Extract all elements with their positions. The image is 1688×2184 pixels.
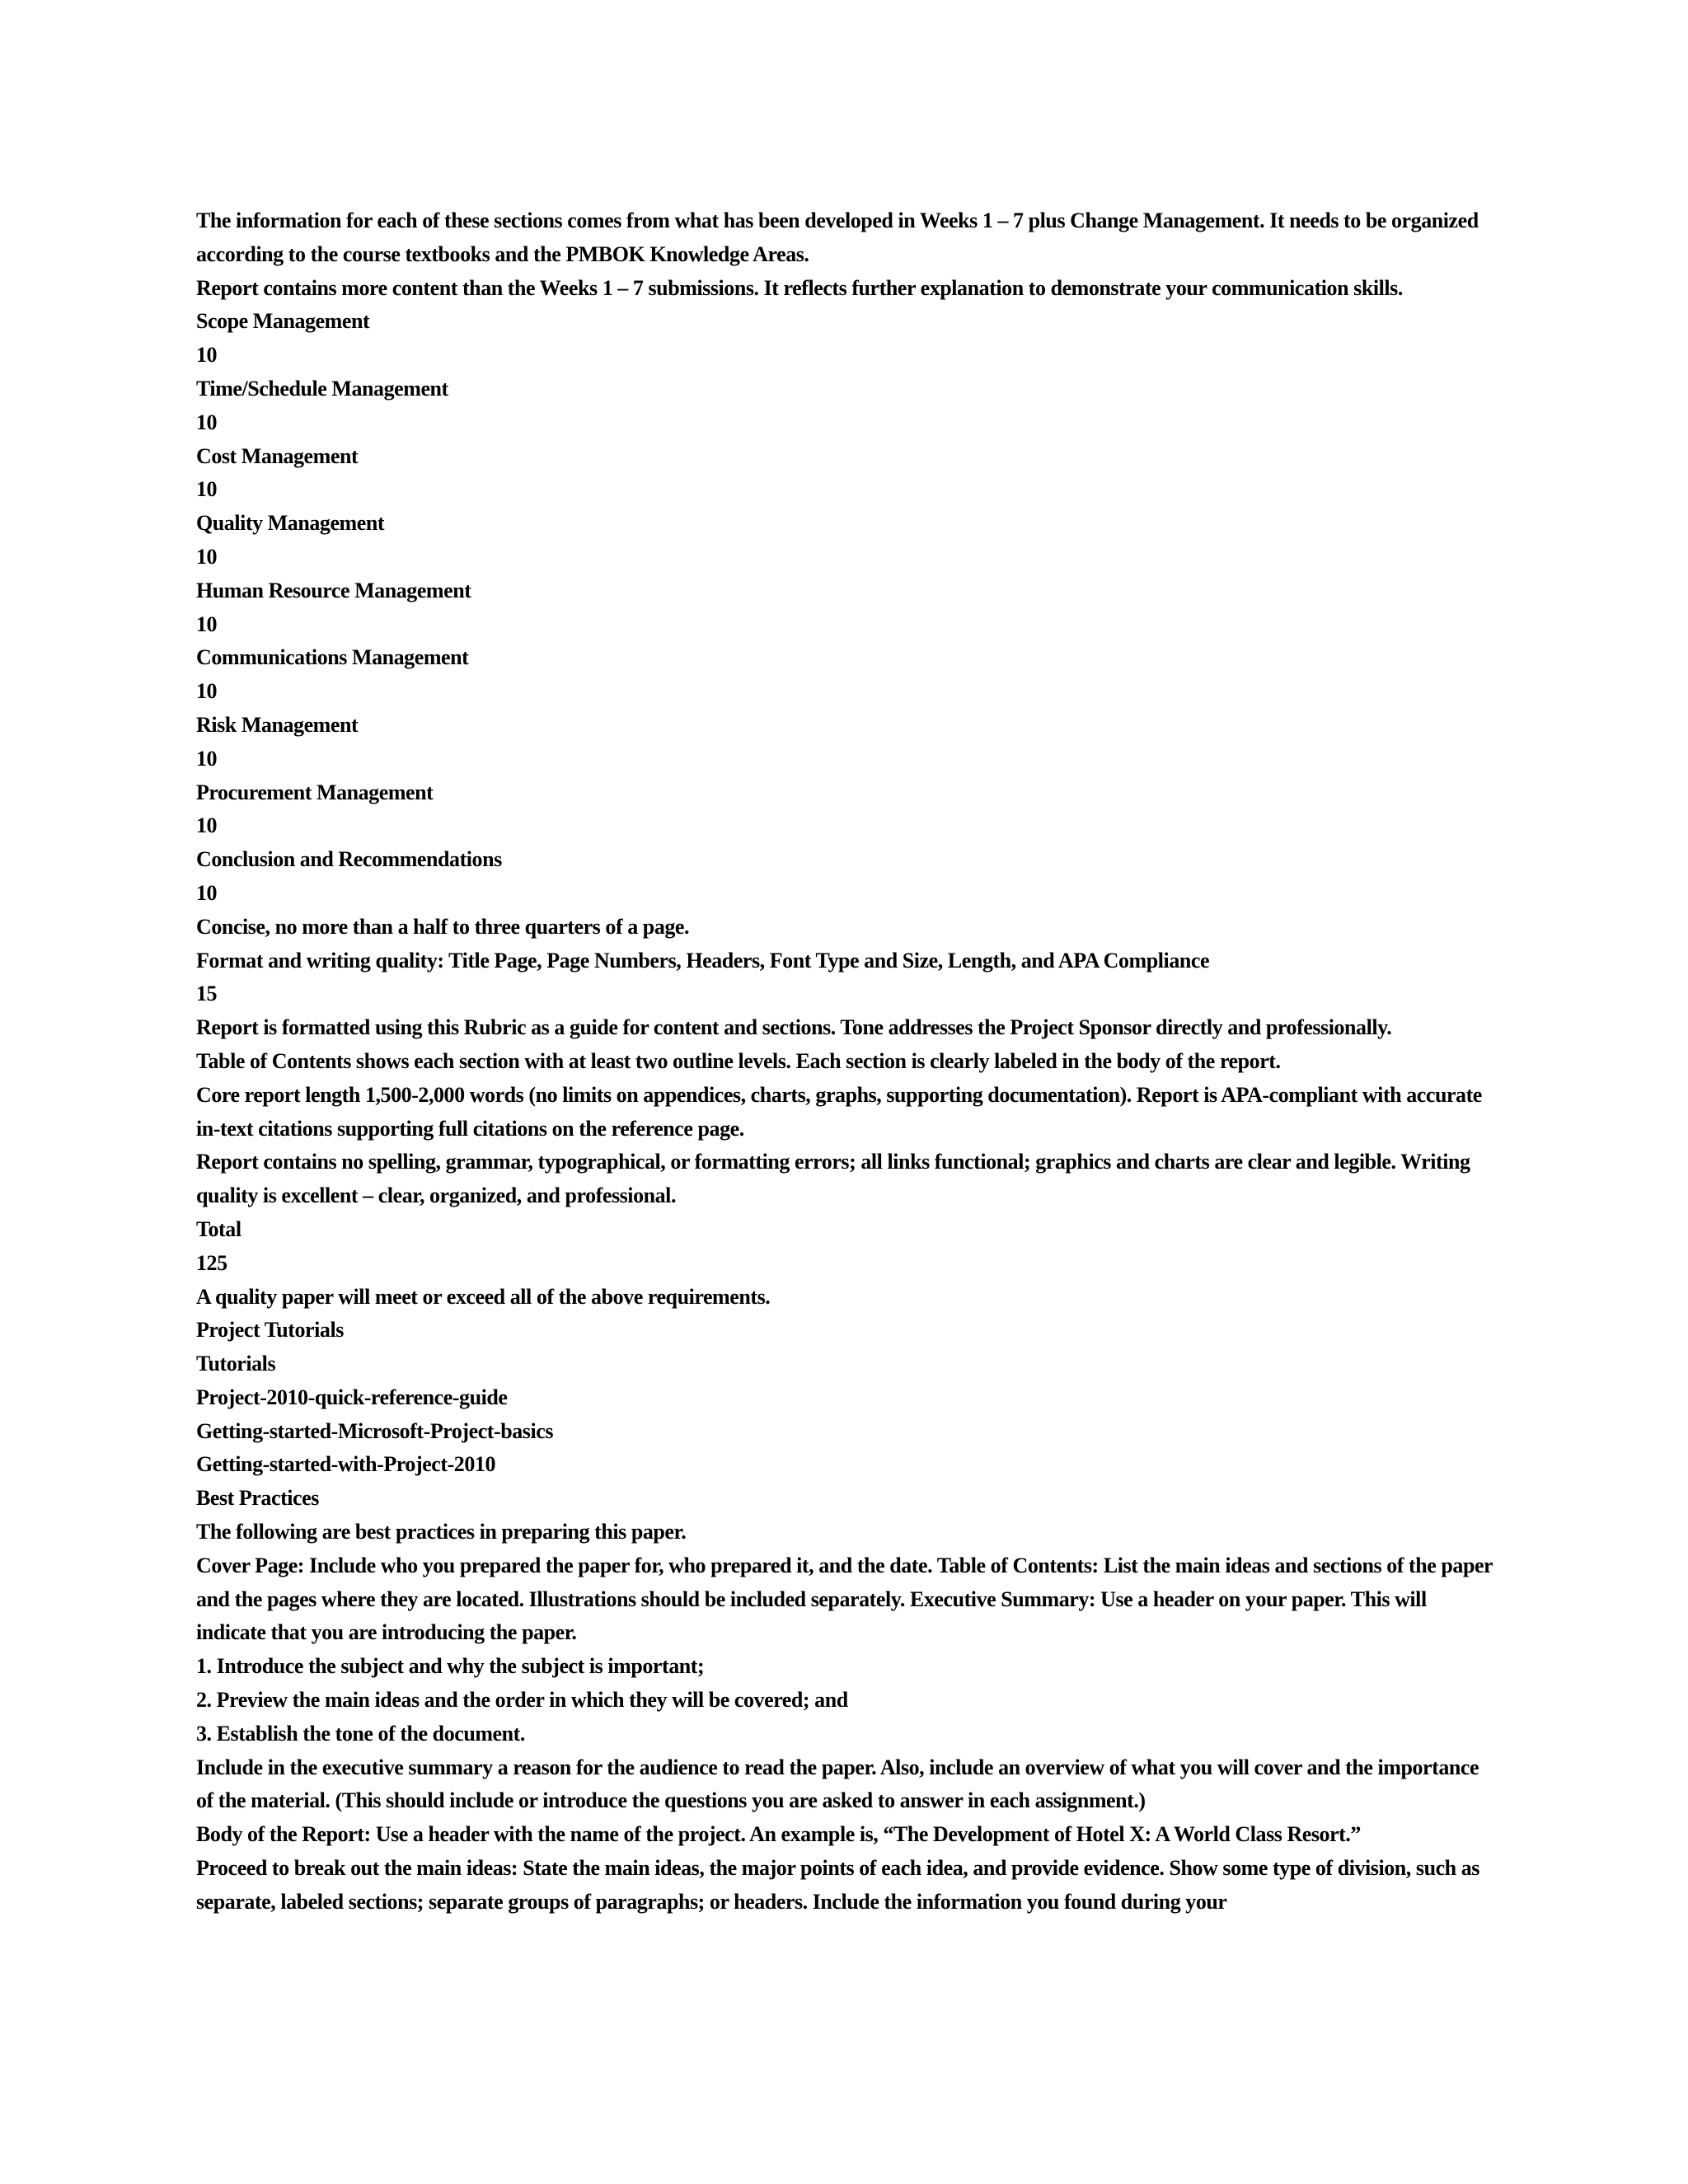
rubric-item-procurement: Procurement Management <box>196 780 434 804</box>
paragraph-toc: Table of Contents shows each section with at least two outline levels. Each section is clearly labeled in the body of the report. <box>196 1048 1281 1073</box>
rubric-points: 10 <box>196 544 218 569</box>
paragraph-errors: Report contains no spelling, grammar, typographical, or formatting errors; all links functional; graphics and charts are clear and legible. Writing quality is excellent – clear, organized, and professional. <box>196 1150 1470 1208</box>
rubric-points: 10 <box>196 477 218 502</box>
rubric-item-quality: Quality Management <box>196 511 385 536</box>
rubric-item-format: Format and writing quality: Title Page, Page Numbers, Headers, Font Type and Size, Length, and APA Compliance <box>196 948 1210 972</box>
paragraph-best-practices-intro: The following are best practices in preparing this paper. <box>196 1520 687 1544</box>
rubric-points: 10 <box>196 343 218 368</box>
paragraph-executive-summary: Include in the executive summary a reason for the audience to read the paper. Also, include an overview of what you will cover and the importance of the material. (This should include or introduce the questions you are asked to answer in each assignment.) <box>196 1755 1479 1813</box>
tutorial-link: Getting-started-Microsoft-Project-basics <box>196 1418 553 1443</box>
rubric-points: 10 <box>196 880 218 905</box>
rubric-item-hr: Human Resource Management <box>196 578 471 602</box>
paragraph-body-report: Body of the Report: Use a header with the name of the project. An example is, “The Development of Hotel X: A World Class Resort.” <box>196 1822 1361 1847</box>
rubric-item-time: Time/Schedule Management <box>196 376 448 401</box>
heading-project-tutorials: Project Tutorials <box>196 1318 344 1343</box>
rubric-points: 10 <box>196 746 218 771</box>
paragraph-formatted: Report is formatted using this Rubric as a guide for content and sections. Tone addresses the Project Sponsor directly and professionally. <box>196 1015 1392 1040</box>
rubric-points: 10 <box>196 679 218 704</box>
rubric-points: 15 <box>196 982 218 1006</box>
rubric-item-risk: Risk Management <box>196 712 359 737</box>
paragraph-intro: The information for each of these sections comes from what has been developed in Weeks 1 – 7 plus Change Management. It needs to be organized according to the course textbooks and the PMBOK Knowledge Areas. <box>196 209 1479 266</box>
list-item: 2. Preview the main ideas and the order in which they will be covered; and <box>196 1688 848 1713</box>
paragraph-length: Core report length 1,500-2,000 words (no limits on appendices, charts, graphs, supporting documentation). Report is APA-compliant with accurate in-text citations supporting full citations on the reference page. <box>196 1082 1482 1141</box>
total-label: Total <box>196 1216 241 1241</box>
paragraph-cover-page: Cover Page: Include who you prepared the paper for, who prepared it, and the date. Table of Contents: List the main ideas and sections of the paper and the pages where they are located. Illustrations should be included separately. Executive Summary: Use a header on your paper. This will indicate that you are introducing the paper. <box>196 1553 1493 1645</box>
tutorial-link: Getting-started-with-Project-2010 <box>196 1452 495 1477</box>
rubric-item-communications: Communications Management <box>196 645 469 670</box>
rubric-points: 10 <box>196 612 218 636</box>
list-item: 3. Establish the tone of the document. <box>196 1721 525 1746</box>
paragraph-concise: Concise, no more than a half to three quarters of a page. <box>196 914 690 939</box>
paragraph-report-content: Report contains more content than the Weeks 1 – 7 submissions. It reflects further explanation to demonstrate your communication skills. <box>196 275 1403 300</box>
paragraph-quality: A quality paper will meet or exceed all of the above requirements. <box>196 1284 771 1309</box>
rubric-item-conclusion: Conclusion and Recommendations <box>196 847 502 872</box>
total-points: 125 <box>196 1250 227 1275</box>
rubric-points: 10 <box>196 410 218 434</box>
rubric-points: 10 <box>196 813 218 838</box>
paragraph-main-ideas: Proceed to break out the main ideas: State the main ideas, the major points of each idea, and provide evidence. Show some type of division, such as separate, labeled sections; separate groups of paragraphs; or headers. Include the information you found during your <box>196 1856 1479 1914</box>
document-body <box>196 204 1498 1919</box>
list-item: 1. Introduce the subject and why the subject is important; <box>196 1654 705 1679</box>
heading-tutorials: Tutorials <box>196 1352 276 1376</box>
heading-best-practices: Best Practices <box>196 1486 319 1511</box>
rubric-item-cost: Cost Management <box>196 443 359 468</box>
tutorial-link: Project-2010-quick-reference-guide <box>196 1385 508 1409</box>
rubric-item-scope: Scope Management <box>196 309 370 334</box>
